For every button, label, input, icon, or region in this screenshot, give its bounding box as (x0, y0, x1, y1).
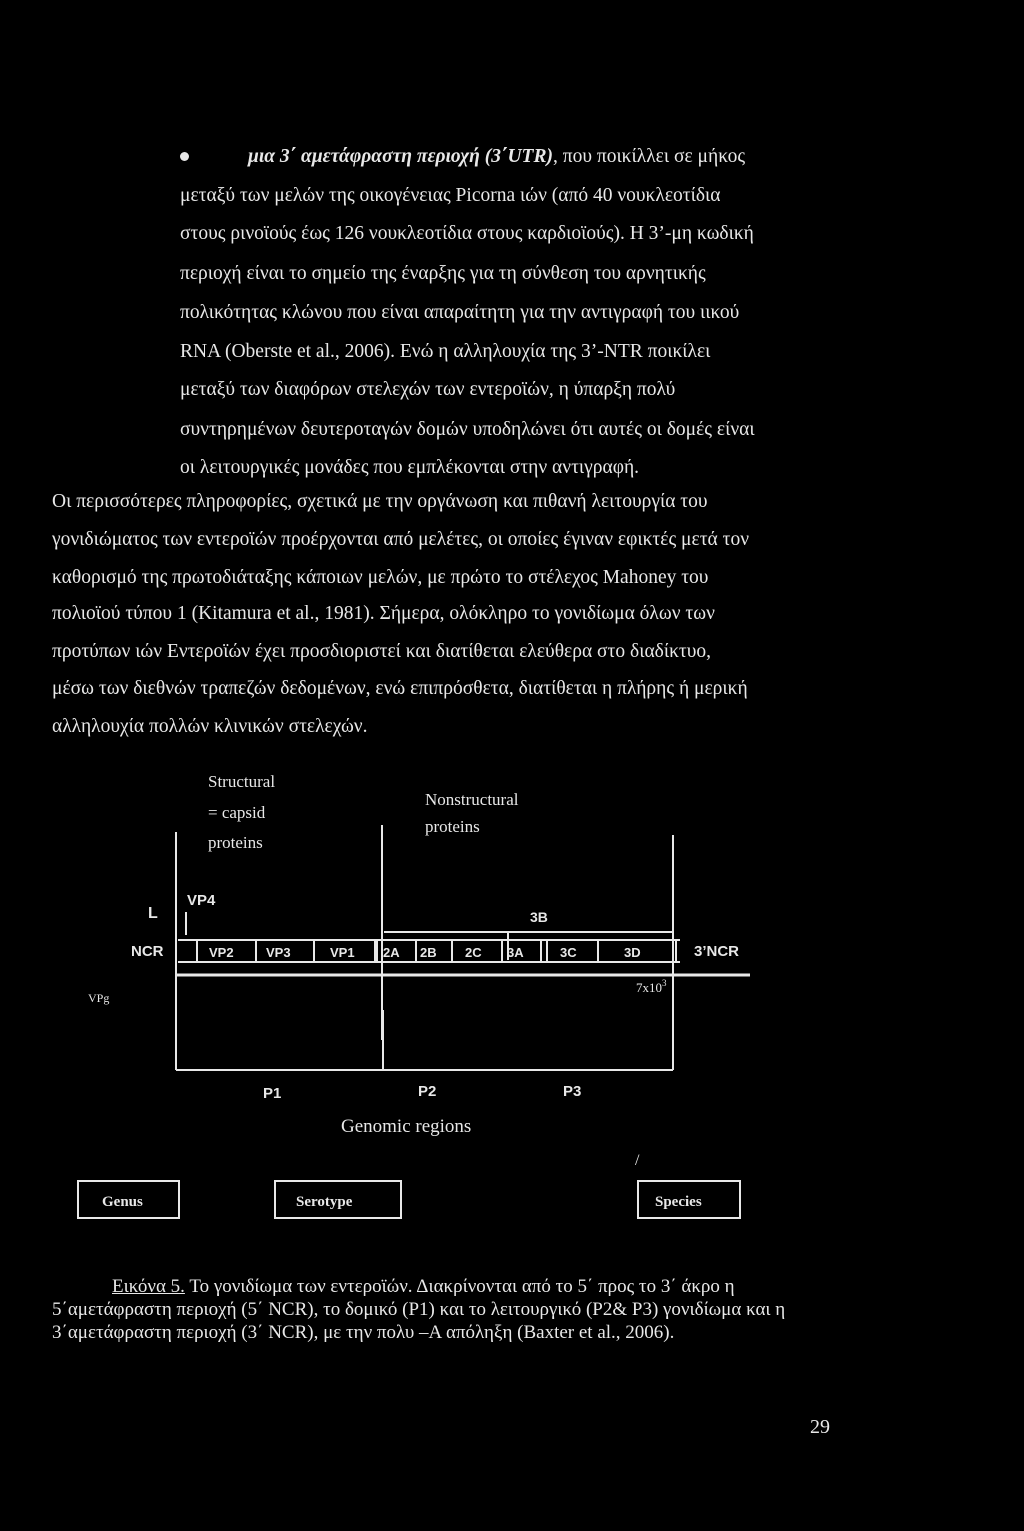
region-p1: P1 (263, 1085, 282, 1102)
para2-line6: μέσω των διεθνών τραπεζών δεδομένων, ενώ επιπρόσθετα, διατίθεται η πλήρης ή μερική (52, 678, 748, 699)
structural-label-3: proteins (208, 833, 263, 852)
l-label: L (148, 905, 158, 922)
seg-vp1: VP1 (330, 945, 355, 960)
page-number: 29 (810, 1416, 830, 1438)
region-p3: P3 (563, 1083, 582, 1100)
para1-line9: οι λειτουργικές μονάδες που εμπλέκονται στην αντιγραφή. (180, 457, 640, 478)
para1-line2: μεταξύ των μελών της οικογένειας Picorna ιών (από 40 νουκλεοτίδια (180, 185, 721, 206)
seg-2c: 2C (465, 945, 482, 960)
vpg-label: VPg (88, 991, 110, 1005)
3b-label: 3B (530, 909, 548, 925)
region-p2: P2 (418, 1083, 437, 1100)
genomic-regions-label: Genomic regions (341, 1116, 472, 1137)
length-label: $7x10^3$ (636, 978, 667, 995)
para1-line1: μια 3΄ αμετάφραστη περιοχή (3΄UTR), που ποικίλλει σε μήκος (248, 146, 746, 167)
slash-mark: / (635, 1152, 640, 1169)
ncr3-label: 3’NCR (694, 943, 740, 960)
seg-3c: 3C (560, 945, 577, 960)
seg-3d: 3D (624, 945, 641, 960)
caption-label: Εικόνα 5. (112, 1276, 185, 1297)
caption-line2: 5΄αμετάφραστη περιοχή (5΄ NCR), το δομικό (P1) και το λειτουργικό (P2& P3) γονιδίωμα και η (52, 1299, 786, 1320)
seg-vp2: VP2 (209, 945, 234, 960)
para1-line3: στους ρινοϊούς έως 126 νουκλεοτίδια στους καρδιοϊούς). Η 3’-μη κωδική (180, 223, 754, 244)
ncr5-label: NCR (131, 943, 164, 960)
term-3utr: μια 3΄ αμετάφραστη περιοχή (3΄UTR) (248, 146, 553, 167)
structural-label-1: Structural (208, 772, 276, 791)
para1-line4: περιοχή είναι το σημείο της έναρξης για τη σύνθεση του αρνητικής (180, 263, 706, 284)
serotype-label: Serotype (296, 1194, 353, 1210)
para1-line5: πολικότητας κλώνου που είναι απαραίτητη για την αντιγραφή του ιικού (180, 302, 740, 323)
structural-label-2: = capsid (208, 803, 266, 822)
nonstructural-label-2: proteins (425, 817, 480, 836)
seg-2a: 2A (383, 945, 400, 960)
para2-line2: γονιδιώματος των εντεροϊών προέρχονται από μελέτες, οι οποίες έγιναν εφικτές μετά τον (52, 529, 750, 550)
para1-line7: μεταξύ των διαφόρων στελεχών των εντεροϊών, η ύπαρξη πολύ (180, 379, 676, 400)
para2-line3: καθορισμό της πρωτοδιάταξης κάποιων μελών, με πρώτο το στέλεχος Mahoney του (52, 567, 709, 588)
caption-line1: Εικόνα 5. Το γονιδίωμα των εντεροϊών. Διακρίνονται από το 5΄ προς το 3΄ άκρο η (112, 1276, 735, 1297)
seg-vp3: VP3 (266, 945, 291, 960)
seg-2b: 2B (420, 945, 437, 960)
para1-line8: συντηρημένων δευτεροταγών δομών υποδηλώνει ότι αυτές οι δομές είναι (180, 419, 755, 440)
genus-label: Genus (102, 1194, 143, 1210)
para2-line4: πολιοϊού τύπου 1 (Kitamura et al., 1981). Σήμερα, ολόκληρο το γονιδίωμα όλων των (52, 603, 715, 624)
para2-line1: Οι περισσότερες πληροφορίες, σχετικά με την οργάνωση και πιθανή λειτουργία του (52, 491, 708, 512)
para2-line5: προτύπων ιών Εντεροϊών έχει προσδιοριστεί και διατίθεται ελεύθερα στο διαδίκτυο, (52, 641, 712, 662)
seg-3a: 3A (507, 945, 524, 960)
para2-line7: αλληλουχία πολλών κλινικών στελεχών. (52, 716, 368, 737)
caption-line3: 3΄αμετάφραστη περιοχή (3΄ NCR), με την πολυ –Α απόληξη (Baxter et al., 2006). (52, 1322, 675, 1343)
nonstructural-label-1: Nonstructural (425, 790, 519, 809)
species-label: Species (655, 1194, 702, 1210)
para1-line6: RNA (Oberste et al., 2006). Ενώ η αλληλουχία της 3’-NTR ποικίλει (180, 341, 711, 362)
vp4-label: VP4 (187, 892, 216, 909)
